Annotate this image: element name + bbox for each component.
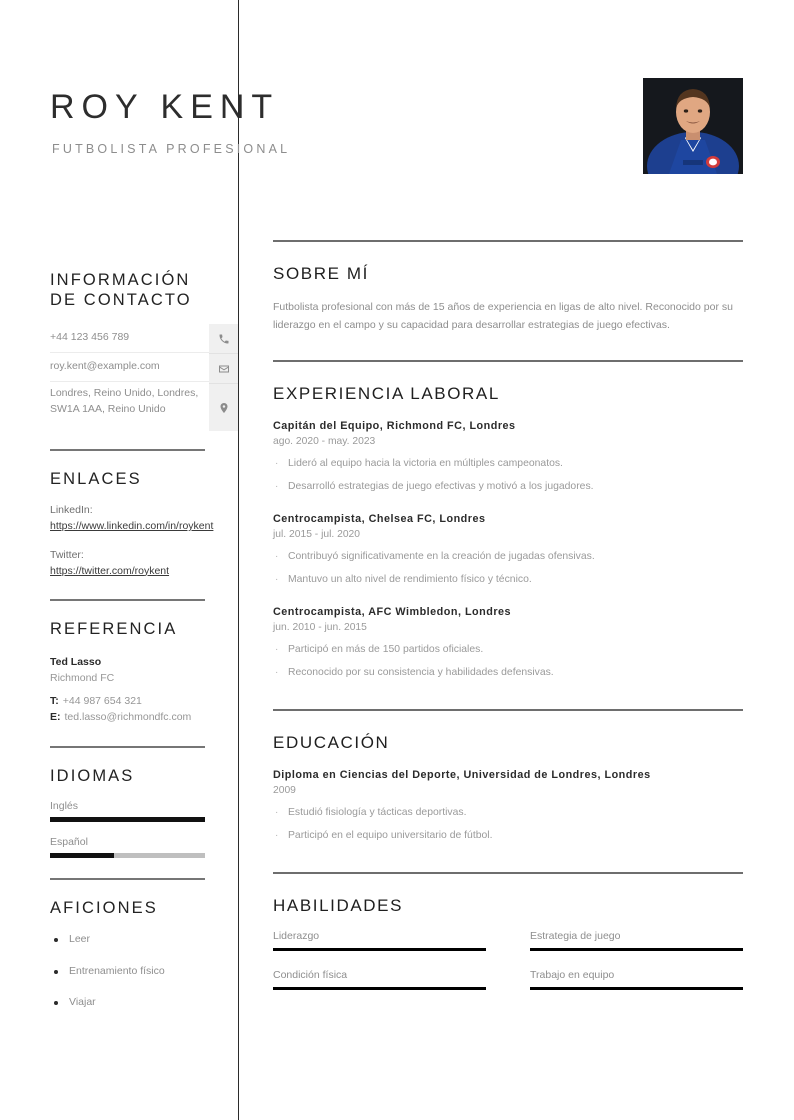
contact-email: roy.kent@example.com bbox=[50, 360, 160, 373]
links-section bbox=[50, 469, 238, 579]
contact-phone: +44 123 456 789 bbox=[50, 331, 130, 344]
skill-label: Condición física bbox=[273, 968, 348, 981]
hobby-label: Leer bbox=[69, 932, 91, 945]
link-item-linkedin bbox=[50, 503, 238, 535]
about-heading: SOBRE MÍ bbox=[273, 264, 369, 283]
skill-item bbox=[273, 969, 486, 990]
bullet-dot-icon bbox=[54, 970, 58, 974]
sidebar-divider-1 bbox=[50, 449, 205, 451]
about-text: Futbolista profesional con más de 15 años de experiencia en ligas de alto nivel. Reconocido por su liderazgo en el campo y su capacidad para desarrollar estrategias de juego efectivas. bbox=[273, 301, 733, 332]
link-url-twitter[interactable]: https://twitter.com/roykent bbox=[50, 564, 170, 577]
language-item-espanol bbox=[50, 836, 238, 858]
skill-label: Liderazgo bbox=[273, 929, 320, 942]
main-divider-4 bbox=[273, 872, 743, 874]
reference-section bbox=[50, 619, 238, 725]
contact-heading-line2: DE CONTACTO bbox=[50, 291, 192, 310]
skill-bar bbox=[273, 948, 486, 951]
experience-title: Capitán del Equipo, Richmond FC, Londres bbox=[273, 420, 516, 433]
experience-bullet-text: Participó en más de 150 partidos oficiales. bbox=[288, 643, 484, 655]
experience-title: Centrocampista, Chelsea FC, Londres bbox=[273, 513, 486, 526]
reference-phone-row bbox=[50, 693, 238, 709]
contact-address: Londres, Reino Unido, Londres, SW1A 1AA, Reino Unido bbox=[50, 387, 199, 415]
experience-bullet bbox=[273, 456, 743, 473]
main-divider-1 bbox=[273, 240, 743, 242]
sidebar-divider-4 bbox=[50, 878, 205, 880]
languages-section bbox=[50, 766, 238, 858]
language-name-espanol: Español bbox=[50, 835, 88, 848]
education-title: Diploma en Ciencias del Deporte, Universidad de Londres, Londres bbox=[273, 768, 651, 781]
education-entry bbox=[273, 767, 743, 845]
education-bullet-text: Estudió fisiología y tácticas deportivas. bbox=[288, 806, 467, 818]
list-item bbox=[50, 995, 238, 1011]
skills-heading: HABILIDADES bbox=[273, 895, 404, 915]
experience-bullet-text: Desarrolló estrategias de juego efectivas y motivó a los jugadores. bbox=[288, 481, 594, 493]
experience-heading: EXPERIENCIA LABORAL bbox=[273, 384, 500, 404]
sidebar-divider-2 bbox=[50, 599, 205, 601]
experience-bullet-text: Mantuvo un alto nivel de rendimiento físico y técnico. bbox=[288, 574, 532, 586]
spacer bbox=[273, 860, 743, 872]
language-bar-ingles bbox=[50, 817, 205, 822]
resume-header bbox=[0, 0, 794, 210]
hobbies-heading: AFICIONES bbox=[50, 898, 158, 917]
experience-bullet bbox=[273, 479, 743, 496]
reference-email: ted.lasso@richmondfc.com bbox=[64, 711, 192, 724]
language-bar-fill-ingles bbox=[50, 817, 205, 822]
bullet-mark-icon: · bbox=[275, 667, 279, 679]
education-bullet bbox=[273, 805, 743, 822]
experience-bullet bbox=[273, 572, 743, 589]
page-title: ROY KENT bbox=[50, 88, 280, 126]
experience-title: Centrocampista, AFC Wimbledon, Londres bbox=[273, 605, 512, 618]
experience-bullet-text: Lideró al equipo hacia la victoria en múltiples campeonatos. bbox=[288, 457, 563, 469]
location-pin-icon bbox=[209, 384, 238, 431]
skill-item bbox=[530, 930, 743, 951]
link-item-twitter bbox=[50, 548, 238, 580]
education-bullet-text: Participó en el equipo universitario de fútbol. bbox=[288, 830, 493, 842]
reference-phone: +44 987 654 321 bbox=[62, 695, 142, 708]
contact-section bbox=[50, 270, 238, 429]
experience-entry bbox=[273, 418, 743, 496]
skills-grid bbox=[273, 930, 743, 1008]
reference-name: Ted Lasso bbox=[50, 655, 102, 668]
bullet-mark-icon: · bbox=[275, 550, 279, 562]
contact-icon-column bbox=[209, 324, 238, 431]
bullet-mark-icon: · bbox=[275, 457, 279, 469]
sidebar-divider-3 bbox=[50, 746, 205, 748]
main-divider-2 bbox=[273, 360, 743, 362]
contact-list bbox=[50, 324, 238, 429]
language-bar-fill-espanol bbox=[50, 853, 114, 858]
links-heading: ENLACES bbox=[50, 470, 142, 489]
hobby-label: Viajar bbox=[69, 996, 96, 1009]
language-bar-espanol bbox=[50, 853, 205, 858]
experience-bullet bbox=[273, 549, 743, 566]
link-label-linkedin: LinkedIn: bbox=[50, 504, 93, 517]
bullet-mark-icon: · bbox=[275, 806, 279, 818]
experience-date: jul. 2015 - jul. 2020 bbox=[273, 529, 361, 541]
skill-item bbox=[273, 930, 486, 951]
hobbies-section bbox=[50, 898, 238, 1011]
avatar bbox=[643, 78, 743, 174]
experience-entry bbox=[273, 604, 743, 682]
language-name-ingles: Inglés bbox=[50, 799, 79, 812]
contact-heading bbox=[50, 270, 238, 310]
list-item bbox=[50, 932, 238, 948]
skill-bar bbox=[530, 948, 743, 951]
contact-heading-line1: INFORMACIÓN bbox=[50, 271, 191, 289]
education-date: 2009 bbox=[273, 785, 296, 797]
main-divider-3 bbox=[273, 709, 743, 711]
bullet-mark-icon: · bbox=[275, 830, 279, 842]
link-url-linkedin[interactable]: https://www.linkedin.com/in/roykent bbox=[50, 520, 214, 533]
skill-bar bbox=[273, 987, 486, 990]
experience-date: ago. 2020 - may. 2023 bbox=[273, 436, 376, 448]
reference-heading: REFERENCIA bbox=[50, 620, 178, 639]
sidebar bbox=[50, 270, 238, 1027]
bullet-dot-icon bbox=[54, 1001, 58, 1005]
reference-phone-key: T: bbox=[50, 695, 59, 708]
hobby-label: Entrenamiento físico bbox=[69, 964, 165, 977]
skill-bar bbox=[530, 987, 743, 990]
experience-bullet bbox=[273, 642, 743, 659]
experience-bullet-text: Reconocido por su consistencia y habilidades defensivas. bbox=[288, 667, 554, 679]
reference-organization: Richmond FC bbox=[50, 672, 115, 685]
profile-photo-illustration bbox=[643, 78, 743, 174]
experience-entry bbox=[273, 511, 743, 589]
link-label-twitter: Twitter: bbox=[50, 548, 84, 561]
list-item bbox=[50, 964, 238, 980]
experience-bullet-text: Contribuyó significativamente en la creación de jugadas ofensivas. bbox=[288, 550, 595, 562]
skill-item bbox=[530, 969, 743, 990]
education-bullet bbox=[273, 828, 743, 845]
main-content bbox=[273, 240, 743, 1008]
bullet-mark-icon: · bbox=[275, 643, 279, 655]
bullet-mark-icon: · bbox=[275, 574, 279, 586]
reference-email-row bbox=[50, 709, 238, 725]
bullet-dot-icon bbox=[54, 938, 58, 942]
experience-date: jun. 2010 - jun. 2015 bbox=[273, 622, 367, 634]
languages-heading: IDIOMAS bbox=[50, 766, 135, 785]
envelope-icon bbox=[209, 354, 238, 384]
experience-bullet bbox=[273, 665, 743, 682]
spacer bbox=[273, 697, 743, 709]
reference-email-key: E: bbox=[50, 711, 61, 724]
skill-label: Estrategia de juego bbox=[530, 929, 621, 942]
language-item-ingles bbox=[50, 800, 238, 822]
education-heading: EDUCACIÓN bbox=[273, 732, 390, 752]
job-subtitle: FUTBOLISTA PROFESIONAL bbox=[52, 142, 291, 156]
bullet-mark-icon: · bbox=[275, 481, 279, 493]
phone-icon bbox=[209, 324, 238, 354]
skill-label: Trabajo en equipo bbox=[530, 968, 615, 981]
